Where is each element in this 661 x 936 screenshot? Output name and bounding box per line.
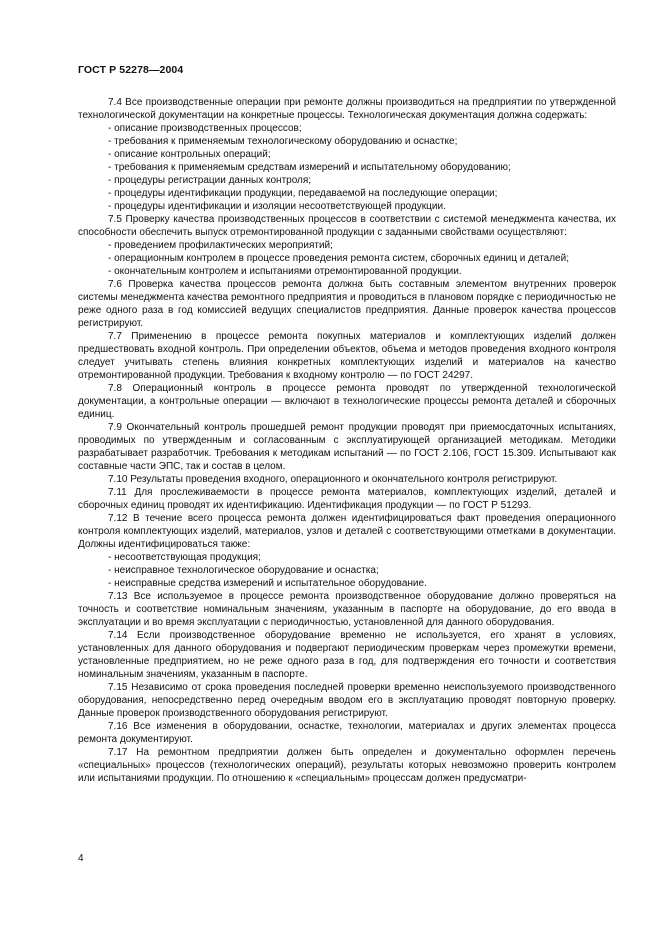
list-item: - процедуры регистрации данных контроля; — [108, 175, 312, 186]
list-item: - неисправное технологическое оборудование и оснастка; — [108, 565, 379, 576]
page-number: 4 — [78, 853, 84, 864]
list-item: - требования к применяемым средствам измерений и испытательному оборудованию; — [108, 162, 511, 173]
paragraph: 7.6 Проверка качества процессов ремонта должна быть составным элементом внутренних проверок системы менеджмента качества ремонтного предприятия и проводиться в плановом порядке с периодичностью не реже одного раза в год комиссией ведущих специалистов предприятия. Данные проверок качества процессов регистрируют. — [78, 279, 616, 329]
paragraph: 7.17 На ремонтном предприятии должен быть определен и документально оформлен перечень «специальных» процессов (технологических операций), результаты которых невозможно проверить контролем или испытаниями продукции. По отношению к «специальным» процессам должен предусматри- — [78, 747, 616, 784]
list-item: - процедуры идентификации продукции, передаваемой на последующие операции; — [108, 188, 498, 199]
list-item: - описание производственных процессов; — [108, 123, 302, 134]
paragraph: 7.11 Для прослеживаемости в процессе ремонта материалов, комплектующих изделий, деталей и сборочных единиц проводят их идентификацию. Идентификация продукции — по ГОСТ Р 51293. — [78, 487, 616, 511]
paragraph: 7.4 Все производственные операции при ремонте должны производиться на предприятии по утвержденной технологической документации на конкретные процессы. Технологическая документация должна содержать: — [78, 97, 616, 121]
list-item: - операционным контролем в процессе проведения ремонта систем, сборочных единиц и деталей; — [108, 253, 569, 264]
paragraph: 7.7 Применению в процессе ремонта покупных материалов и комплектующих изделий должен предшествовать входной контроль. При определении объектов, объема и методов проведения входного контроля следует учитывать степень влияния конкретных комплектующих изделий и материалов на качество отремонтированной продукции. Требования к входному контролю — по ГОСТ 24297. — [78, 331, 616, 381]
paragraph: 7.5 Проверку качества производственных процессов в соответствии с системой менеджмента качества, их способности обеспечить выпуск отремонтированной продукции с заданными свойствами осуществляют: — [78, 214, 616, 238]
list-item: - неисправные средства измерений и испытательное оборудование. — [108, 578, 427, 589]
list-item: - процедуры идентификации и изоляции несоответствующей продукции. — [108, 201, 446, 212]
list-item: - описание контрольных операций; — [108, 149, 271, 160]
paragraph: 7.8 Операционный контроль в процессе ремонта проводят по утвержденной технологической документации, а контрольные операции — включают в технологические процессы ремонта деталей и сборочных единиц. — [78, 383, 616, 420]
paragraph: 7.10 Результаты проведения входного, операционного и окончательного контроля регистрируют. — [108, 474, 558, 485]
paragraph: 7.14 Если производственное оборудование временно не используется, его хранят в условиях, установленных для данного оборудования и подвергают периодическим проверкам через промежутки времени, установленные предприятием, но не реже одного раза в год, для подтверждения его точности и соответствия номинальным значениям, указанным в паспорте. — [78, 630, 616, 680]
paragraph: 7.16 Все изменения в оборудовании, оснастке, технологии, материалах и других элементах процесса ремонта документируют. — [78, 721, 616, 745]
document-body — [78, 96, 616, 785]
paragraph: 7.12 В течение всего процесса ремонта должен идентифицироваться факт проведения операционного контроля комплектующих изделий, материалов, узлов и деталей с соответствующими отметками в документации. Должны идентифицироваться также: — [78, 513, 616, 550]
list-item: - проведением профилактических мероприятий; — [108, 240, 333, 251]
list-item: - несоответствующая продукция; — [108, 552, 261, 563]
list-item: - окончательным контролем и испытаниями отремонтированной продукции. — [108, 266, 462, 277]
list-item: - требования к применяемым технологическому оборудованию и оснастке; — [108, 136, 458, 147]
paragraph: 7.9 Окончательный контроль прошедшей ремонт продукции проводят при приемосдаточных испытаниях, проводимых по утвержденным и согласованным с эксплуатирующей организацией методикам. Методики разрабатывает разработчик. Требования к методикам испытаний — по ГОСТ 2.106, ГОСТ 15.309. Испытывают как составные части ЭПС, так и состав в целом. — [78, 422, 616, 472]
standard-designation: ГОСТ Р 52278—2004 — [78, 64, 184, 76]
paragraph: 7.15 Независимо от срока проведения последней проверки временно неиспользуемого производственного оборудования, непосредственно перед очередным вводом его в эксплуатацию проводят повторную проверку. Данные проверок производственного оборудования регистрируют. — [78, 682, 616, 719]
paragraph: 7.13 Все используемое в процессе ремонта производственное оборудование должно проверяться на точность и соответствие номинальным значениям, указанным в паспорте на оборудование, до его ввода в эксплуатации и во время эксплуатации с периодичностью, установленной для данного оборудования. — [78, 591, 616, 628]
